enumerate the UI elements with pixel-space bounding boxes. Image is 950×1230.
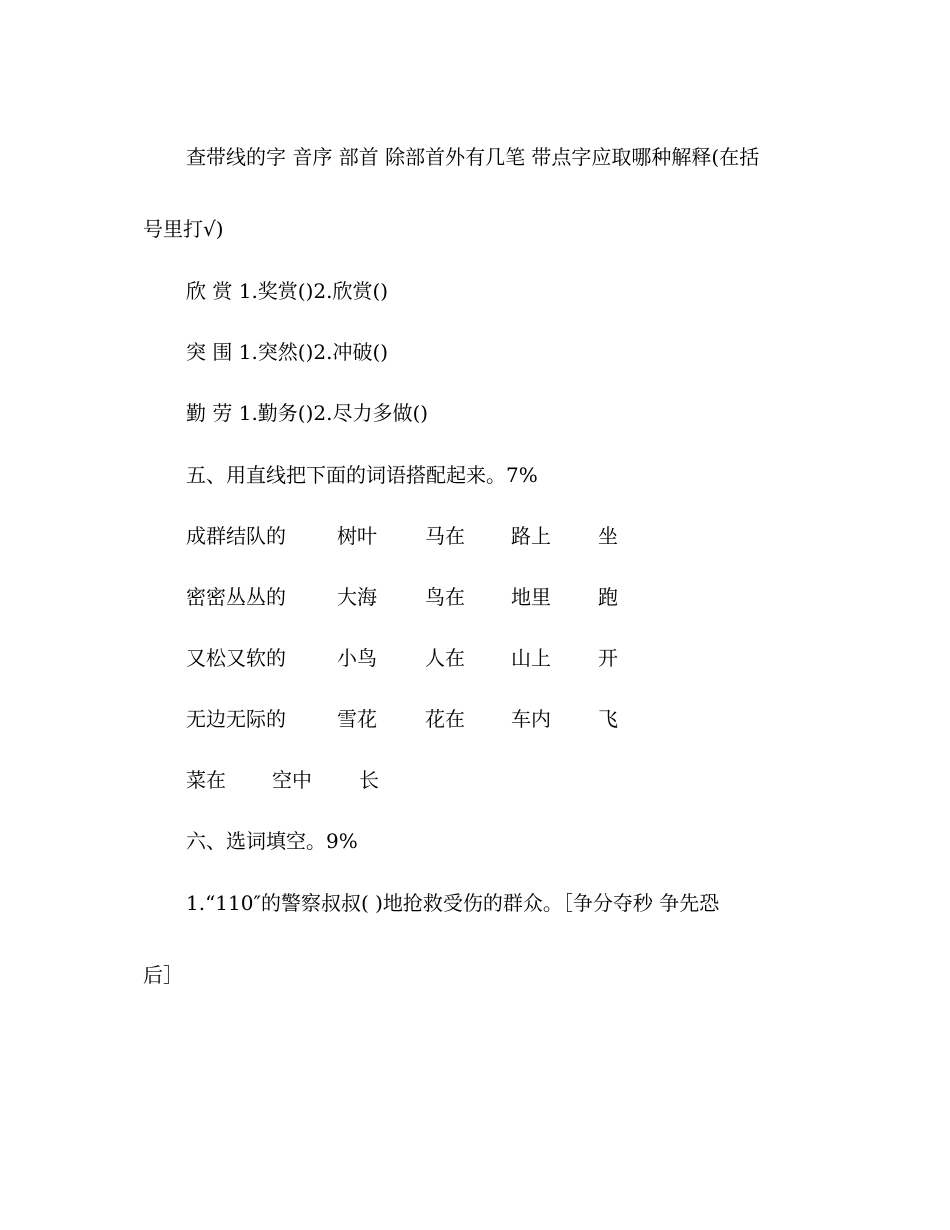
match-word: 马在: [425, 524, 465, 548]
intro-line-2: 号里打√): [143, 217, 224, 241]
intro-line-1: 查带线的字 音序 部首 除部首外有几笔 带点字应取哪种解释(在括: [186, 145, 760, 169]
match-word: 花在: [425, 707, 465, 731]
match-word: 路上: [511, 524, 551, 548]
question-1-line-1: 1.“110″的警察叔叔( )地抢救受伤的群众。［争分夺秒 争先恐: [186, 891, 720, 915]
match-word: 鸟在: [425, 585, 465, 609]
match-word: 又松又软的: [186, 646, 286, 670]
match-word: 山上: [511, 646, 551, 670]
match-word: 空中: [272, 768, 312, 792]
match-word: 坐: [598, 524, 618, 548]
match-word: 长: [359, 768, 379, 792]
match-word: 车内: [511, 707, 551, 731]
match-word: 小鸟: [337, 646, 377, 670]
match-word: 成群结队的: [186, 524, 286, 548]
match-word: 雪花: [337, 707, 377, 731]
match-word: 跑: [598, 585, 618, 609]
match-word: 菜在: [186, 768, 226, 792]
lookup-item-3: 勤 劳 1.勤务()2.尽力多做(): [186, 401, 429, 425]
question-1-line-2: 后］: [143, 963, 183, 987]
match-word: 大海: [337, 585, 377, 609]
lookup-item-2: 突 围 1.突然()2.冲破(): [186, 340, 389, 364]
match-word: 密密丛丛的: [186, 585, 286, 609]
section6-heading: 六、选词填空。9%: [186, 829, 358, 853]
lookup-item-1: 欣 赏 1.奖赏()2.欣赏(): [186, 279, 389, 303]
match-word: 无边无际的: [186, 707, 286, 731]
match-word: 树叶: [337, 524, 377, 548]
section5-heading: 五、用直线把下面的词语搭配起来。7%: [186, 463, 538, 487]
match-word: 人在: [425, 646, 465, 670]
match-word: 飞: [598, 707, 618, 731]
match-word: 地里: [511, 585, 551, 609]
match-word: 开: [598, 646, 618, 670]
